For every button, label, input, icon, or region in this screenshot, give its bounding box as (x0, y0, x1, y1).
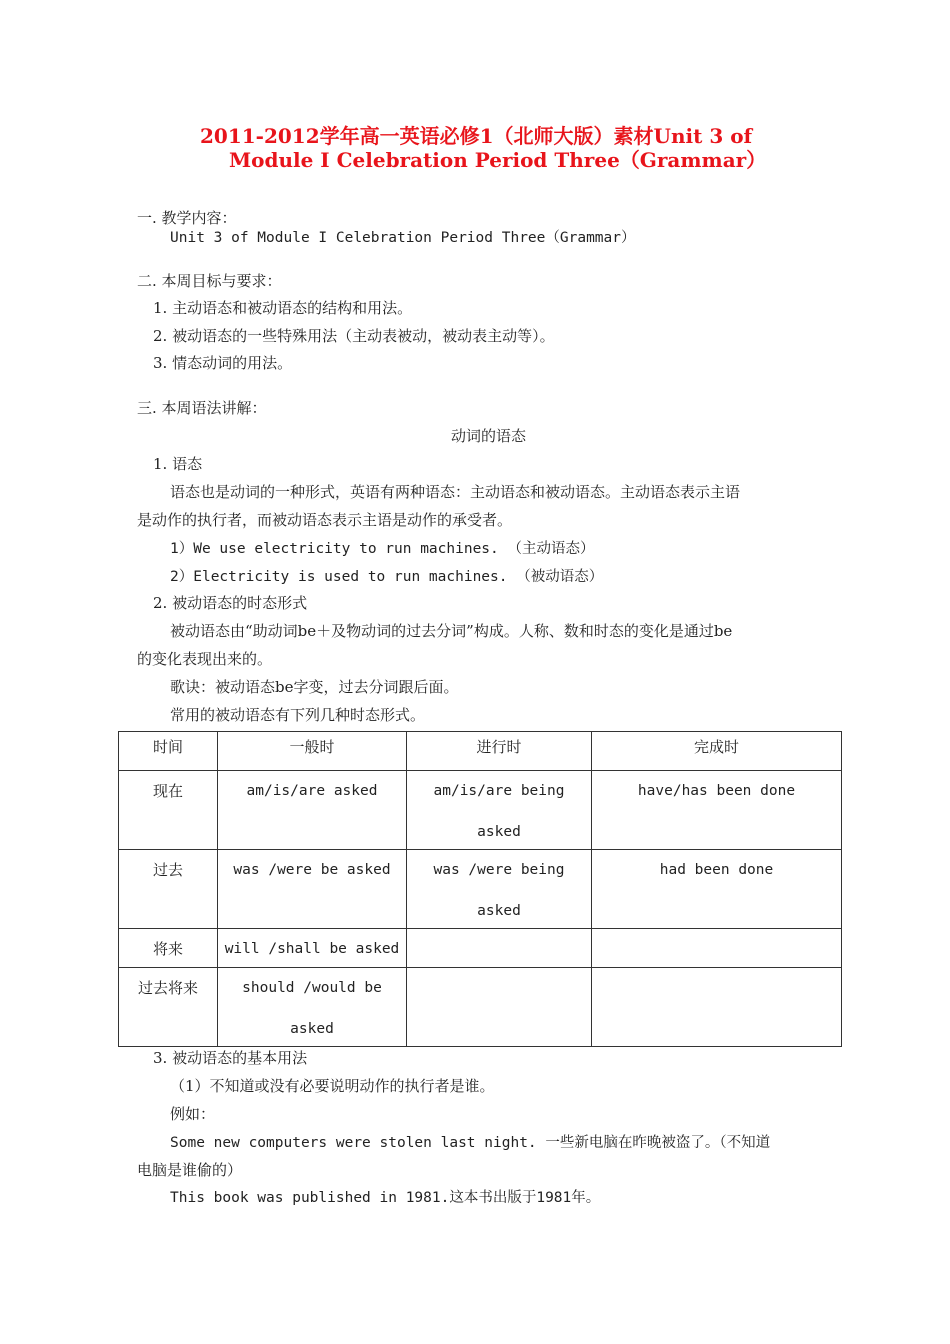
section3-heading: 三. 本周语法讲解： (137, 399, 267, 417)
passive-tense-table (118, 731, 842, 1047)
para3-example-label: 例如： (170, 1105, 216, 1123)
table-row (119, 929, 842, 968)
table-header-cell: 完成时 (592, 732, 842, 771)
para1-heading: 1. 语态 (153, 455, 203, 473)
table-cell-time: 过去将来 (119, 968, 218, 1047)
table-cell-perfect (592, 968, 842, 1047)
example-2: 2）Electricity is used to run machines. （被动语态） (170, 569, 604, 585)
section2-item-3: 3. 情态动词的用法。 (153, 354, 293, 372)
document-title-line2: Module I Celebration Period Three（Grammar） (229, 148, 767, 172)
para2-text-a: 被动语态由“助动词be＋及物动词的过去分词”构成。人称、数和时态的变化是通过be (170, 622, 733, 640)
para2-intro: 常用的被动语态有下列几种时态形式。 (170, 706, 426, 724)
section2-heading: 二. 本周目标与要求： (137, 272, 282, 290)
table-cell-progressive (407, 929, 592, 968)
table-cell-progressive: am/is/are being asked (407, 771, 592, 850)
para2-heading: 2. 被动语态的时态形式 (153, 594, 308, 612)
para3-example-1b: 电脑是谁偷的） (137, 1161, 243, 1179)
table-cell-perfect (592, 929, 842, 968)
table-cell-progressive (407, 968, 592, 1047)
table-header-cell: 一般时 (218, 732, 407, 771)
table-header-row (119, 732, 842, 771)
para3-example-2: This book was published in 1981.这本书出版于1981年。 (170, 1190, 601, 1206)
table-cell-simple: am/is/are asked (218, 771, 407, 850)
table-cell-perfect: had been done (592, 850, 842, 929)
para3-example-1a: Some new computers were stolen last night. 一些新电脑在昨晚被盗了。（不知道 (170, 1135, 771, 1151)
para2-text-b: 的变化表现出来的。 (137, 650, 273, 668)
table-row (119, 850, 842, 929)
table-cell-simple: will /shall be asked (218, 929, 407, 968)
example-1: 1）We use electricity to run machines. （主动语态） (170, 541, 595, 557)
para2-rhyme: 歌诀：被动语态be字变，过去分词跟后面。 (170, 678, 459, 696)
para1-text-b: 是动作的执行者，而被动语态表示主语是动作的承受者。 (137, 511, 513, 529)
table-header-cell: 进行时 (407, 732, 592, 771)
table-cell-perfect: have/has been done (592, 771, 842, 850)
table-cell-simple: should /would be asked (218, 968, 407, 1047)
section1-heading: 一. 教学内容： (137, 209, 237, 227)
table-cell-progressive: was /were being asked (407, 850, 592, 929)
center-title: 动词的语态 (451, 427, 527, 445)
table-cell-time: 将来 (119, 929, 218, 968)
table-cell-simple: was /were be asked (218, 850, 407, 929)
para3-item-1: （1）不知道或没有必要说明动作的执行者是谁。 (170, 1077, 495, 1095)
table-header-cell: 时间 (119, 732, 218, 771)
para3-heading: 3. 被动语态的基本用法 (153, 1049, 308, 1067)
table-cell-time: 现在 (119, 771, 218, 850)
table-cell-time: 过去 (119, 850, 218, 929)
document-title-line1: 2011-2012学年高一英语必修1（北师大版）素材Unit 3 of (200, 124, 753, 148)
section1-content: Unit 3 of Module I Celebration Period Three（Grammar） (170, 230, 636, 246)
table-row (119, 771, 842, 850)
section2-item-1: 1. 主动语态和被动语态的结构和用法。 (153, 299, 413, 317)
section2-item-2: 2. 被动语态的一些特殊用法（主动表被动，被动表主动等）。 (153, 327, 555, 345)
para1-text-a: 语态也是动词的一种形式，英语有两种语态：主动语态和被动语态。主动语态表示主语 (170, 483, 741, 501)
table-row (119, 968, 842, 1047)
